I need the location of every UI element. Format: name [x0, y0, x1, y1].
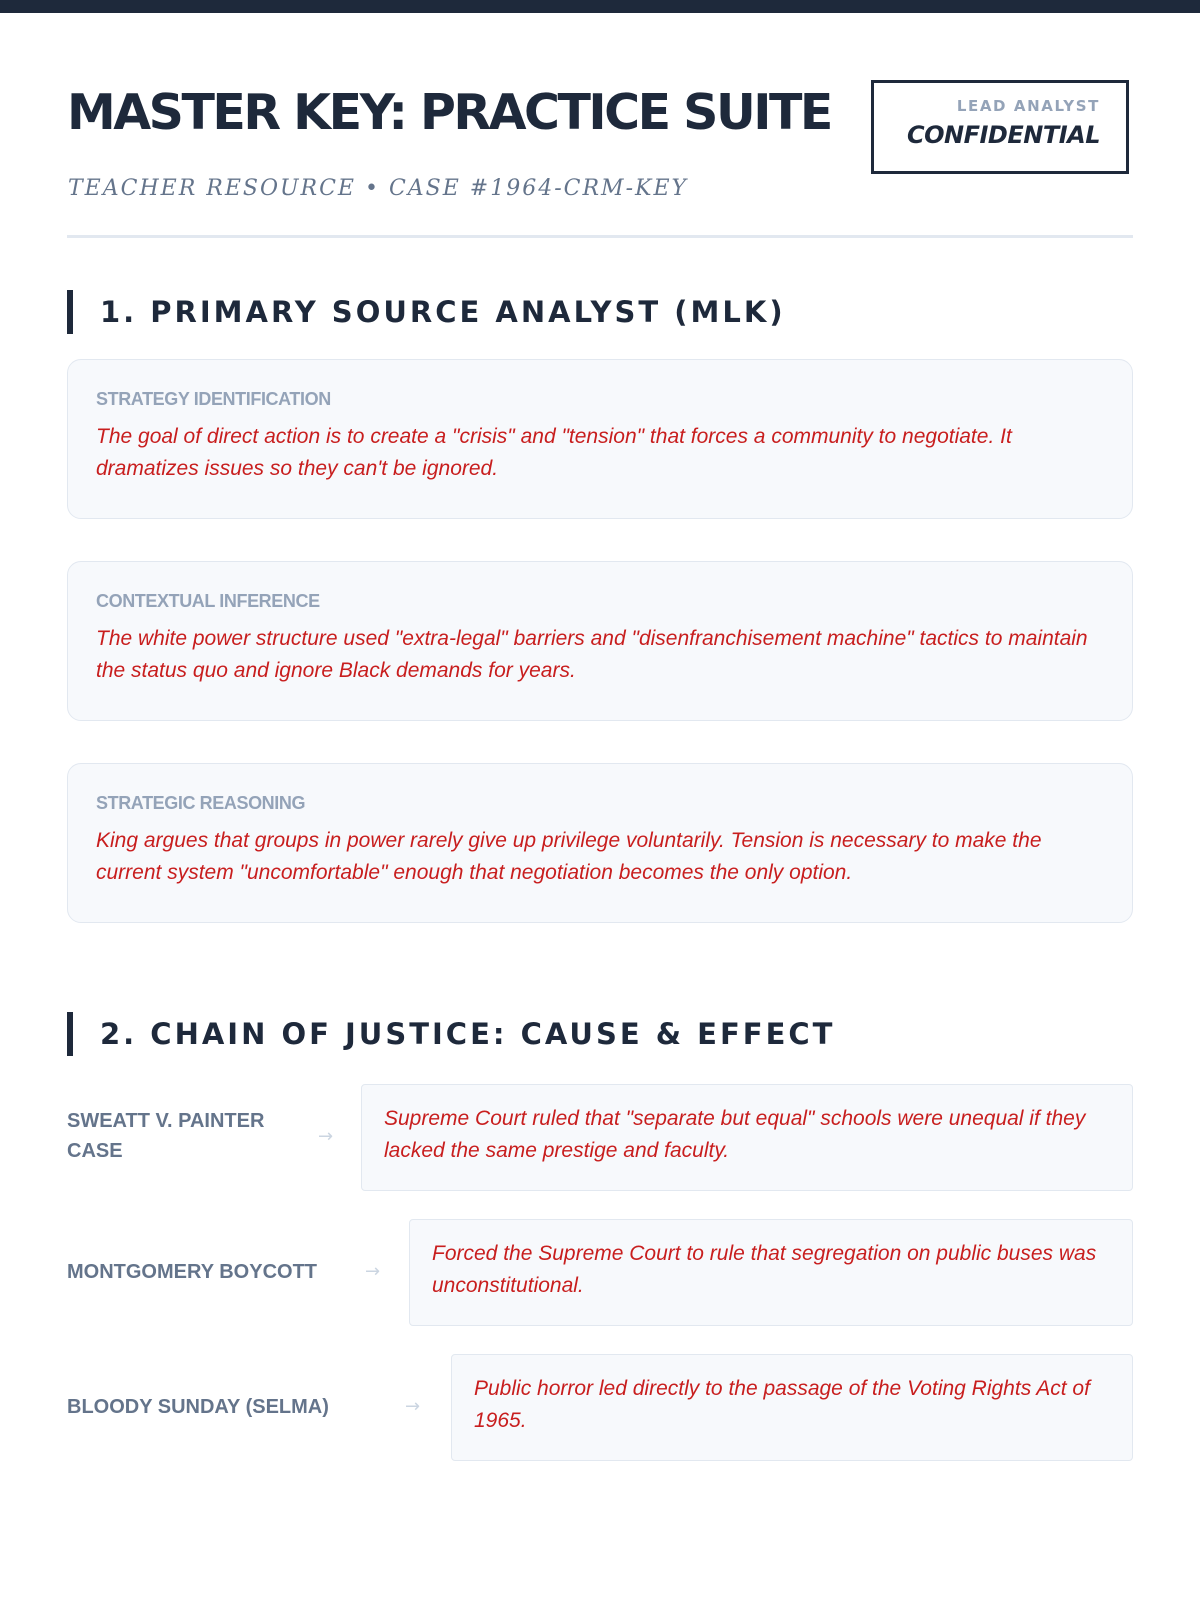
cause-label: SWEATT V. PAINTER CASE — [67, 1110, 265, 1162]
card-label: STRATEGIC REASONING — [96, 793, 306, 813]
page-subtitle: TEACHER RESOURCE • CASE #1964-CRM-KEY — [68, 176, 689, 201]
analysis-card-strategy — [67, 359, 1133, 519]
analysis-card-reasoning — [67, 763, 1133, 923]
card-answer: The white power structure used "extra-legal" barriers and "disenfranchisement machine" tactics to maintain the status quo and ignore Black demands for years. — [96, 627, 1088, 683]
arrow-right-icon: → — [365, 1261, 381, 1282]
header-divider — [67, 235, 1133, 238]
stamp-value: CONFIDENTIAL — [907, 121, 1100, 149]
page-title: MASTER KEY: PRACTICE SUITE — [67, 84, 831, 141]
effect-box — [361, 1084, 1133, 1191]
analysis-card-context — [67, 561, 1133, 721]
effect-text: Public horror led directly to the passage of the Voting Rights Act of 1965. — [474, 1377, 1090, 1432]
cause-effect-row — [67, 1084, 1133, 1191]
cause-effect-row — [67, 1354, 1133, 1461]
cause-label: BLOODY SUNDAY (SELMA) — [67, 1396, 329, 1418]
effect-text: Supreme Court ruled that "separate but equal" schools were unequal if they lacked the same prestige and faculty. — [384, 1107, 1086, 1162]
cause-label: MONTGOMERY BOYCOTT — [67, 1261, 317, 1283]
card-answer: King argues that groups in power rarely give up privilege voluntarily. Tension is necessary to make the current system "uncomfortable" enough that negotiation becomes the only option. — [96, 829, 1042, 885]
arrow-right-icon: → — [318, 1126, 334, 1147]
stamp-label: LEAD ANALYST — [956, 97, 1100, 115]
effect-text: Forced the Supreme Court to rule that segregation on public buses was unconstitutional. — [432, 1242, 1097, 1297]
card-label: CONTEXTUAL INFERENCE — [96, 591, 320, 611]
page-header — [67, 0, 1133, 240]
arrow-right-icon: → — [405, 1396, 421, 1417]
effect-box — [409, 1219, 1133, 1326]
card-label: STRATEGY IDENTIFICATION — [96, 389, 331, 409]
cause-effect-row — [67, 1219, 1133, 1326]
card-answer: The goal of direct action is to create a "crisis" and "tension" that forces a community to negotiate. It dramatizes issues so they can't be ignored. — [96, 425, 1012, 481]
section-heading-chain-of-justice: 2. CHAIN OF JUSTICE: CAUSE & EFFECT — [67, 1012, 1133, 1056]
answer-key-page — [67, 0, 1133, 1432]
section-heading-primary-source: 1. PRIMARY SOURCE ANALYST (MLK) — [67, 290, 1133, 334]
effect-box — [451, 1354, 1133, 1461]
confidential-stamp — [871, 80, 1129, 174]
